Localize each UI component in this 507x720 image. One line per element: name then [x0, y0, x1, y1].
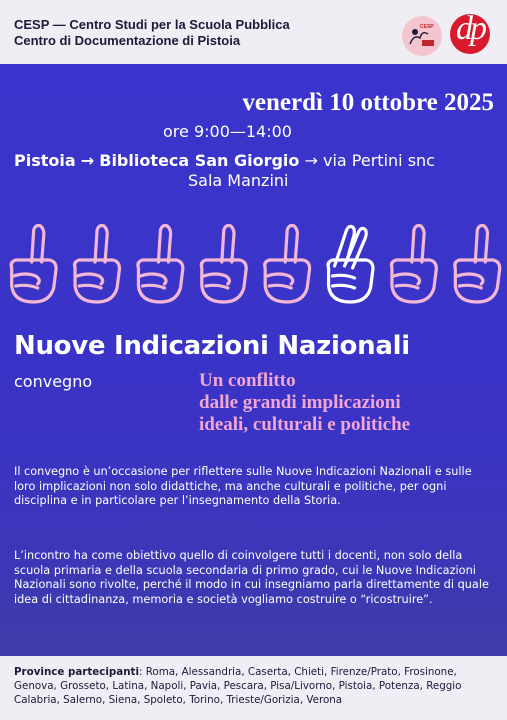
footer-bar [0, 656, 507, 720]
provinces-label: Province partecipanti [14, 666, 139, 678]
event-city: Pistoia [14, 151, 76, 170]
event-subtitle [199, 370, 410, 436]
pointing-hand-icon [75, 226, 120, 303]
event-title: Nuove Indicazioni Nazionali [14, 331, 410, 361]
event-location [14, 151, 435, 170]
location-arrow-2: → [304, 151, 318, 170]
fingers-crossed-hand-icon [328, 226, 373, 302]
pointing-hand-icon [11, 226, 56, 303]
subtitle-line: ideali, culturali e politiche [199, 414, 411, 435]
pointing-hand-icon [391, 226, 436, 303]
location-arrow: → [80, 151, 95, 170]
pointing-hand-icon [201, 226, 246, 303]
cesp-emblem-icon [402, 16, 442, 56]
organizer-subname: Centro di Documentazione di Pistoia [14, 33, 241, 48]
event-type: convegno [14, 372, 93, 391]
event-venue: Biblioteca San Giorgio [99, 151, 300, 170]
organizer-block [14, 17, 290, 49]
documentation-center-logo-text: dp [456, 10, 484, 47]
participating-provinces [14, 665, 502, 707]
pointing-hand-icon [138, 226, 183, 303]
organizer-name: CESP — Centro Studi per la Scuola Pubblica [14, 17, 290, 32]
header-bar [0, 0, 507, 64]
event-time: ore 9:00—14:00 [163, 122, 292, 141]
pointing-hand-icon [265, 226, 310, 303]
description-paragraph-1: Il convegno è un’occasione per riflettere sulle Nuove Indicazioni Nazionali e sulle loro implicazioni non solo didattiche, ma anche culturali e politiche, per ogni disciplina e in particolare per l’insegnamento della Storia. [14, 465, 472, 507]
provinces-list: : Roma, Alessandria, Caserta, Chieti, Firenze/Prato, Frosinone, Genova, Grosseto, Latina, Napoli, Pavia, Pescara, Pisa/Livorno, Pistoia, Potenza, Reggio Calabria, Salerno, Siena, Spoleto, Torino, Trieste/Gorizia, Verona [14, 666, 462, 706]
subtitle-line: Un conflitto [199, 370, 296, 391]
description-paragraph-2: L’incontro ha come obiettivo quello di coinvolgere tutti i docenti, non solo della scuola primaria e della scuola secondaria di primo grado, cui le Nuove Indicazioni Nazionali sono rivolte, perché il modo in cui insegniamo parla direttamente di quale idea di cittadinanza, memoria e società vogliamo costruire o “ricostruire”. [14, 549, 489, 606]
pointing-hand-icon [455, 226, 500, 303]
cesp-logo [402, 16, 442, 56]
cesp-logo-label: CESP [420, 24, 434, 30]
subtitle-line: dalle grandi implicazioni [199, 392, 401, 413]
event-address: via Pertini snc [323, 151, 435, 170]
event-room: Sala Manzini [188, 171, 289, 190]
hands-illustration [0, 218, 507, 306]
event-date: venerdì 10 ottobre 2025 [242, 89, 494, 116]
